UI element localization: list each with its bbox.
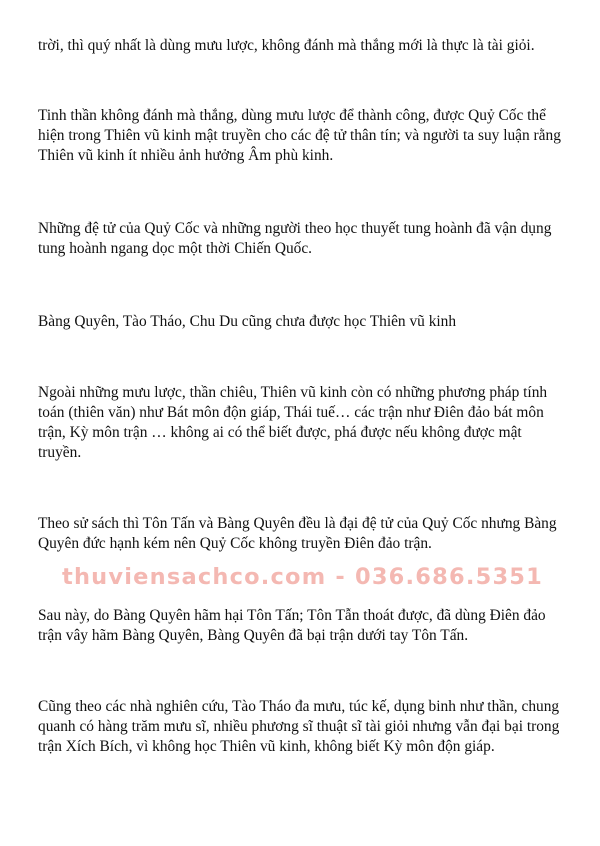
watermark-text: thuviensachco.com - 036.686.5351: [62, 564, 544, 590]
paragraph-1: trời, thì quý nhất là dùng mưu lược, không đánh mà thắng mới là thực là tài giỏi.: [38, 37, 535, 54]
paragraph-8: Cũng theo các nhà nghiên cứu, Tào Tháo đa mưu, túc kế, dụng binh như thần, chung quanh có hàng trăm mưu sĩ, nhiều phương sĩ thuật sĩ tài giỏi nhưng vẫn đại bại trong trận Xích Bích, vì không học Thiên vũ kinh, không biết Kỳ môn độn giáp.: [38, 698, 560, 755]
paragraph-3: Những đệ tử của Quỷ Cốc và những người theo học thuyết tung hoành đã vận dụng tung hoành ngang dọc một thời Chiến Quốc.: [38, 220, 552, 257]
paragraph-7: Sau này, do Bàng Quyên hãm hại Tôn Tấn; Tôn Tẫn thoát được, đã dùng Điên đảo trận vây hãm Bàng Quyên, Bàng Quyên đã bại trận dưới tay Tôn Tấn.: [38, 607, 546, 644]
paragraph-2: Tinh thần không đánh mà thắng, dùng mưu lược để thành công, được Quỷ Cốc thể hiện trong Thiên vũ kinh mật truyền cho các đệ tử thân tín; và người ta suy luận rằng Thiên vũ kinh ít nhiều ảnh hưởng Âm phù kinh.: [38, 107, 561, 164]
paragraph-4: Bàng Quyên, Tào Tháo, Chu Du cũng chưa được học Thiên vũ kinh: [38, 313, 457, 330]
paragraph-5: Ngoài những mưu lược, thần chiêu, Thiên vũ kinh còn có những phương pháp tính toán (thiên văn) như Bát môn độn giáp, Thái tuế… các trận như Điên đảo bát môn trận, Kỳ môn trận … không ai có thể biết được, phá được nếu không được mật truyền.: [38, 384, 548, 461]
paragraph-6: Theo sử sách thì Tôn Tấn và Bàng Quyên đều là đại đệ tử của Quỷ Cốc nhưng Bàng Quyên đức hạnh kém nên Quỷ Cốc không truyền Điên đảo trận.: [38, 515, 557, 552]
